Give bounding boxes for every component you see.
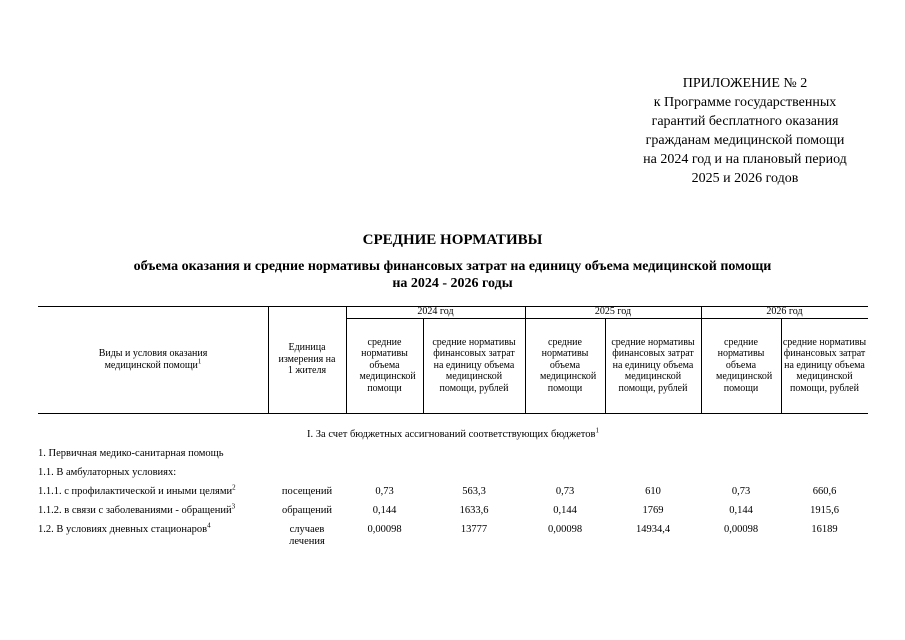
appendix-line: на 2024 год и на плановый период xyxy=(643,152,847,167)
row-value: 1915,6 xyxy=(810,505,839,516)
appendix-line: ПРИЛОЖЕНИЕ № 2 xyxy=(682,76,808,91)
row-value: 16189 xyxy=(811,524,838,535)
table-row xyxy=(38,521,868,554)
row-value: 0,73 xyxy=(375,486,394,497)
row-value: 563,3 xyxy=(462,486,486,497)
table-row xyxy=(38,467,868,485)
row-value: 14934,4 xyxy=(635,524,671,535)
header-types: Виды и условия оказания медицинской помощи$^1$ xyxy=(98,348,208,371)
table-row xyxy=(38,483,868,504)
table-row xyxy=(38,448,868,466)
section-heading: I. За счет бюджетных ассигнований соответствующих бюджетов$^1$ xyxy=(307,426,599,440)
row-value: 0,144 xyxy=(372,505,397,516)
row-unit: обращений xyxy=(281,505,333,516)
header-unit: Единица измерения на 1 жителя xyxy=(278,342,336,377)
year-2025: 2025 год xyxy=(594,306,632,318)
row-label: 1.1. В амбулаторных условиях: xyxy=(38,467,177,478)
row-value: 0,00098 xyxy=(547,524,583,535)
header-bottom-border xyxy=(38,413,868,414)
appendix-line: 2025 и 2026 годов xyxy=(691,171,799,186)
row-value: 0,73 xyxy=(555,486,575,497)
row-label: 1.2. В условиях дневных стационаров$^4$ xyxy=(38,521,211,535)
row-unit: случаев лечения xyxy=(289,524,325,547)
header-cost-norm: средние нормативы финансовых затрат на единицу объема медицинской помощи, рублей xyxy=(432,336,516,394)
document-subtitle xyxy=(90,258,815,292)
header-cost-norm: средние нормативы финансовых затрат на единицу объема медицинской помощи, рублей xyxy=(611,336,695,394)
subtitle-line-2: на 2024 - 2026 годы xyxy=(392,276,513,291)
header-volume-norm: средние нормативы объема медицинской помощи xyxy=(540,336,597,394)
row-value: 0,00098 xyxy=(723,524,759,535)
row-value: 610 xyxy=(645,486,661,497)
row-label: 1.1.2. в связи с заболеваниями - обращений$^3$ xyxy=(38,502,236,516)
appendix-line: гражданам медицинской помощи xyxy=(645,133,845,148)
table-row xyxy=(38,502,868,523)
row-value: 0,73 xyxy=(731,486,751,497)
appendix-line: гарантий бесплатного оказания xyxy=(651,114,839,129)
appendix-header xyxy=(600,74,890,188)
row-label: 1.1.1. с профилактической и иными целями$^2$ xyxy=(38,483,236,497)
row-value: 0,144 xyxy=(553,505,577,516)
header-volume-norm: средние нормативы объема медицинской помощи xyxy=(359,336,416,394)
year-2024: 2024 год xyxy=(417,306,454,318)
row-value: 0,00098 xyxy=(367,524,402,535)
subtitle-line-1: объема оказания и средние нормативы финансовых затрат на единицу объема медицинской помощи xyxy=(133,259,772,274)
row-value: 660,6 xyxy=(812,486,837,497)
document-title: СРЕДНИЕ НОРМАТИВЫ xyxy=(362,232,543,248)
row-value: 0,144 xyxy=(729,505,753,516)
row-value: 1633,6 xyxy=(459,505,489,516)
year-2026: 2026 год xyxy=(766,306,803,318)
table-header xyxy=(38,306,868,414)
row-label: 1. Первичная медико-санитарная помощь xyxy=(38,448,224,459)
row-value: 1769 xyxy=(642,505,664,516)
appendix-line: к Программе государственных xyxy=(653,95,837,110)
header-cost-norm: средние нормативы финансовых затрат на единицу объема медицинской помощи, рублей xyxy=(782,336,867,394)
row-unit: посещений xyxy=(281,486,333,497)
header-volume-norm: средние нормативы объема медицинской помощи xyxy=(716,336,773,394)
row-value: 13777 xyxy=(460,524,488,535)
